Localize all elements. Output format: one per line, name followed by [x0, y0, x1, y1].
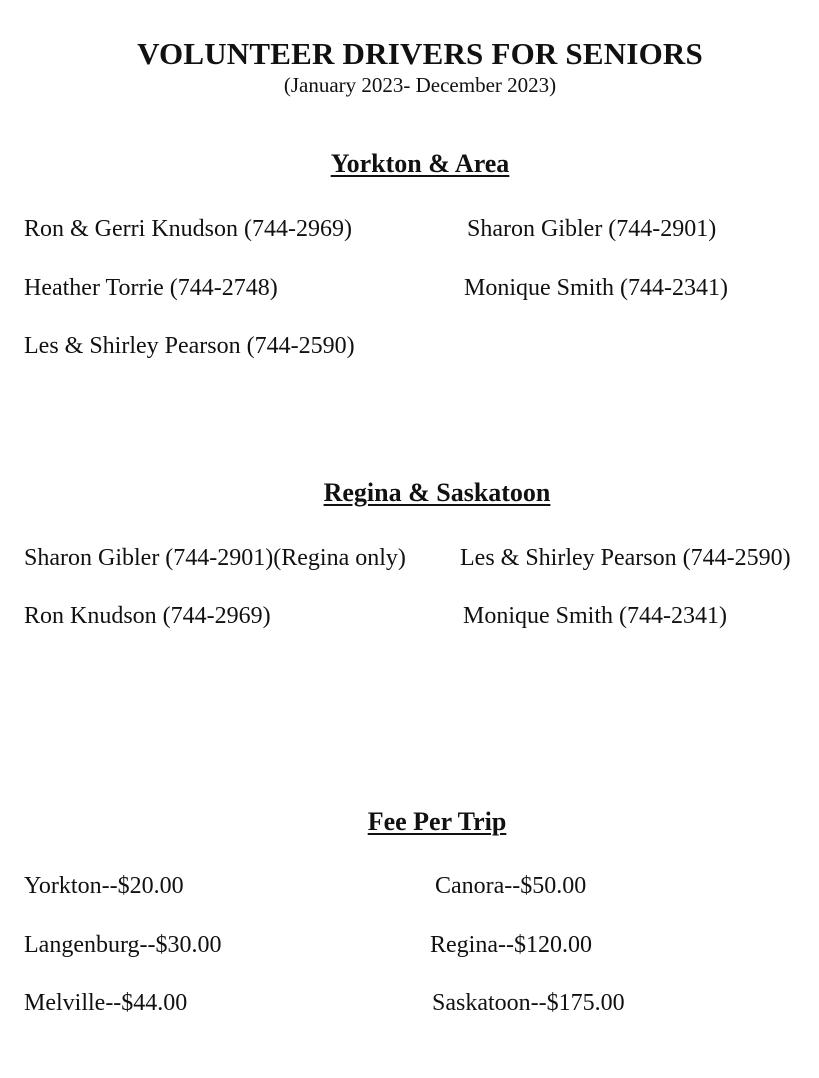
fee-entry: Canora--$50.00 — [435, 873, 587, 899]
fee-entry: Regina--$120.00 — [430, 932, 592, 958]
section-heading-regina-saskatoon: Regina & Saskatoon — [323, 478, 551, 507]
fee-entry: Langenburg--$30.00 — [24, 932, 222, 958]
driver-entry: Les & Shirley Pearson (744-2590) — [24, 333, 355, 359]
document-title: VOLUNTEER DRIVERS FOR SENIORS — [137, 36, 703, 71]
driver-entry: Monique Smith (744-2341) — [463, 603, 727, 629]
driver-entry: Monique Smith (744-2341) — [464, 275, 728, 301]
driver-entry: Heather Torrie (744-2748) — [24, 275, 278, 301]
document-subtitle: (January 2023- December 2023) — [283, 73, 557, 97]
driver-entry: Sharon Gibler (744-2901)(Regina only) — [24, 545, 406, 571]
driver-entry: Ron Knudson (744-2969) — [24, 603, 271, 629]
driver-entry: Sharon Gibler (744-2901) — [467, 216, 717, 242]
fee-entry: Saskatoon--$175.00 — [432, 990, 625, 1016]
fee-entry: Yorkton--$20.00 — [24, 873, 184, 899]
driver-entry: Les & Shirley Pearson (744-2590) — [460, 545, 791, 571]
fee-entry: Melville--$44.00 — [24, 990, 188, 1016]
section-heading-yorkton: Yorkton & Area — [330, 149, 510, 178]
section-heading-fee-per-trip: Fee Per Trip — [367, 807, 507, 836]
driver-entry: Ron & Gerri Knudson (744-2969) — [24, 216, 352, 242]
